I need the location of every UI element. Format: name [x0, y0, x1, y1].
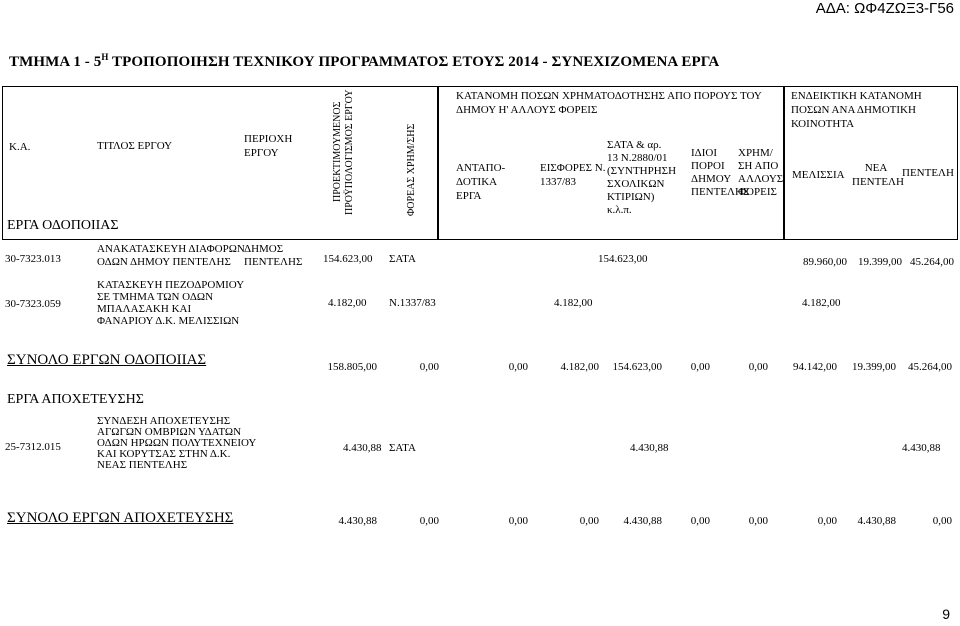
total_sewer-value: 0,00 [419, 515, 439, 527]
section-sewer-title: ΕΡΓΑ ΑΠΟΧΕΤΕΥΣΗΣ [7, 392, 144, 407]
col-area: ΠΕΡΙΟΧΗ ΕΡΓΟΥ [244, 133, 293, 159]
col-sata: ΣΑΤΑ & αρ. 13 Ν.2880/01 (ΣΥΝΤΗΡΗΣΗ ΣΧΟΛΙΚΩΝ ΚΤΙΡΙΩΝ) κ.λ.π. [607, 139, 677, 216]
row-road-2-eisfores: 4.182,00 [554, 297, 593, 309]
col-agency: ΦΟΡΕΑΣ ΧΡΗΜ/ΣΗΣ [406, 123, 417, 217]
row-road-2-agency: Ν.1337/83 [389, 297, 436, 309]
col-budget: ΠΡΟΕΚΤΙΜΟΥΜΕΝΟΣ ΠΡΟΫΠΟΛΟΓΙΣΜΟΣ ΕΡΓΟΥ [332, 89, 355, 215]
total_sewer-value: 4.430,88 [338, 515, 377, 527]
section-road-title: ΕΡΓΑ ΟΔΟΠΟΙΙΑΣ [7, 218, 119, 233]
total_sewer-value: 4.430,88 [623, 515, 662, 527]
total_sewer-value: 0,00 [508, 515, 528, 527]
total_road-value: 94.142,00 [793, 361, 837, 373]
total_sewer-value: 0,00 [579, 515, 599, 527]
col-melissia: ΜΕΛΙΣΣΙΑ [792, 169, 845, 181]
header-left-box [2, 86, 438, 240]
total_road-value: 0,00 [748, 361, 768, 373]
row-road-2-ka: 30-7323.059 [5, 298, 61, 310]
row-road-1-penteli: 45.264,00 [910, 256, 954, 268]
total_road-value: 19.399,00 [852, 361, 896, 373]
row-road-1-title: ΑΝΑΚΑΤΑΣΚΕΥΗ ΔΙΑΦΟΡΩΝ ΟΔΩΝ ΔΗΜΟΥ ΠΕΝΤΕΛΗΣ [97, 243, 245, 268]
total_sewer-value: 0,00 [690, 515, 710, 527]
total_road-value: 0,00 [419, 361, 439, 373]
total_sewer-value: 4.430,88 [857, 515, 896, 527]
row-road-1-agency: ΣΑΤΑ [389, 253, 416, 265]
row-road-2-budget: 4.182,00 [328, 297, 367, 309]
col-title: ΤΙΤΛΟΣ ΕΡΓΟΥ [97, 140, 173, 152]
total_sewer-value: 0,00 [817, 515, 837, 527]
total_road-value: 154.623,00 [612, 361, 662, 373]
row-sewer-1-agency: ΣΑΤΑ [389, 442, 416, 454]
row-road-1-melissia: 89.960,00 [803, 256, 847, 268]
header-code: ΑΔΑ: ΩΦ4ΖΩΞ3-Γ56 [815, 0, 954, 17]
total-sewer-label: ΣΥΝΟΛΟ ΕΡΓΩΝ ΑΠΟΧΕΤΕΥΣΗΣ [7, 510, 234, 526]
row-road-1-area: ΔΗΜΟΣ ΠΕΝΤΕΛΗΣ [244, 243, 303, 268]
col-nea: ΝΕΑ ΠΕΝΤΕΛΗ [852, 162, 904, 188]
page-title: ΤΜΗΜΑ $1 - 5^H$ ΤΡΟΠΟΠΟΙΗΣΗ ΤΕΧΝΙΚΟΥ ΠΡΟΓΡΑΜΜΑΤΟΣ ΕΤΟΥΣ 2014 - ΣΥΝΕΧΙΖΟΜΕΝΑ ΕΡΓΑ [9, 52, 720, 70]
row-sewer-1-ka: 25-7312.015 [5, 441, 61, 453]
row-sewer-1-sata: 4.430,88 [630, 442, 669, 454]
row-road-1-ka: 30-7323.013 [5, 253, 61, 265]
total_road-value: 0,00 [690, 361, 710, 373]
col-dist-group: ΕΝΔΕΙΚΤΙΚΗ ΚΑΤΑΝΟΜΗ ΠΟΣΩΝ ΑΝΑ ΔΗΜΟΤΙΚΗ ΚΟΙΝΟΤΗΤΑ [791, 90, 922, 130]
col-idioi: ΙΔΙΟΙ ΠΟΡΟΙ ΔΗΜΟΥ ΠΕΝΤΕΛΗΣ [691, 147, 750, 198]
total_road-value: 45.264,00 [908, 361, 952, 373]
row-road-1-sata: 154.623,00 [598, 253, 648, 265]
col-penteli: ΠΕΝΤΕΛΗ [902, 167, 954, 179]
col-eisfores: ΕΙΣΦΟΡΕΣ Ν. 1337/83 [540, 162, 606, 188]
row-road-2-melissia: 4.182,00 [802, 297, 841, 309]
total-road-label: ΣΥΝΟΛΟ ΕΡΓΩΝ ΟΔΟΠΟΙΙΑΣ [7, 352, 207, 368]
col-antap: ΑΝΤΑΠΟ-ΔΟΤΙΚΑ ΕΡΓΑ [456, 162, 506, 202]
total_road-value: 4.182,00 [560, 361, 599, 373]
total_road-value: 0,00 [508, 361, 528, 373]
total_sewer-value: 0,00 [748, 515, 768, 527]
row-sewer-1-title: ΣΥΝΔΕΣΗ ΑΠΟΧΕΤΕΥΣΗΣ ΑΓΩΓΩΝ ΟΜΒΡΙΩΝ ΥΔΑΤΩΝ ΟΔΩΝ ΗΡΩΩΝ ΠΟΛΥΤΕΧΝΕΙΟΥ ΚΑΙ ΚΟΡΥΤΣΑΣ ΣΤΗΝ Δ.Κ. ΝΕΑΣ ΠΕΝΤΕΛΗΣ [97, 415, 256, 471]
row-road-2-title: ΚΑΤΑΣΚΕΥΗ ΠΕΖΟΔΡΟΜΙΟΥ ΣΕ ΤΜΗΜΑ ΤΩΝ ΟΔΩΝ ΜΠΑΛΑΣΑΚΗ ΚΑΙ ΦΑΝΑΡΙΟΥ Δ.Κ. ΜΕΛΙΣΣΙΩΝ [97, 279, 244, 327]
total_sewer-value: 0,00 [932, 515, 952, 527]
col-xrim: ΧΡΗΜ/ΣΗ ΑΠΟ ΑΛΛΟΥΣ ΦΟΡΕΙΣ [738, 147, 784, 198]
row-sewer-1-budget: 4.430,88 [343, 442, 382, 454]
col-ka: Κ.Α. [9, 141, 31, 153]
total_road-value: 158.805,00 [327, 361, 377, 373]
page-number: 9 [942, 606, 950, 622]
row-road-1-budget: 154.623,00 [323, 253, 373, 265]
col-funding-group: ΚΑΤΑΝΟΜΗ ΠΟΣΩΝ ΧΡΗΜΑΤΟΔΟΤΗΣΗΣ ΑΠΟ ΠΟΡΟΥΣ ΤΟΥ ΔΗΜΟΥ Η' ΑΛΛΟΥΣ ΦΟΡΕΙΣ [456, 90, 762, 116]
row-sewer-1-penteli: 4.430,88 [902, 442, 941, 454]
row-road-1-nea: 19.399,00 [858, 256, 902, 268]
